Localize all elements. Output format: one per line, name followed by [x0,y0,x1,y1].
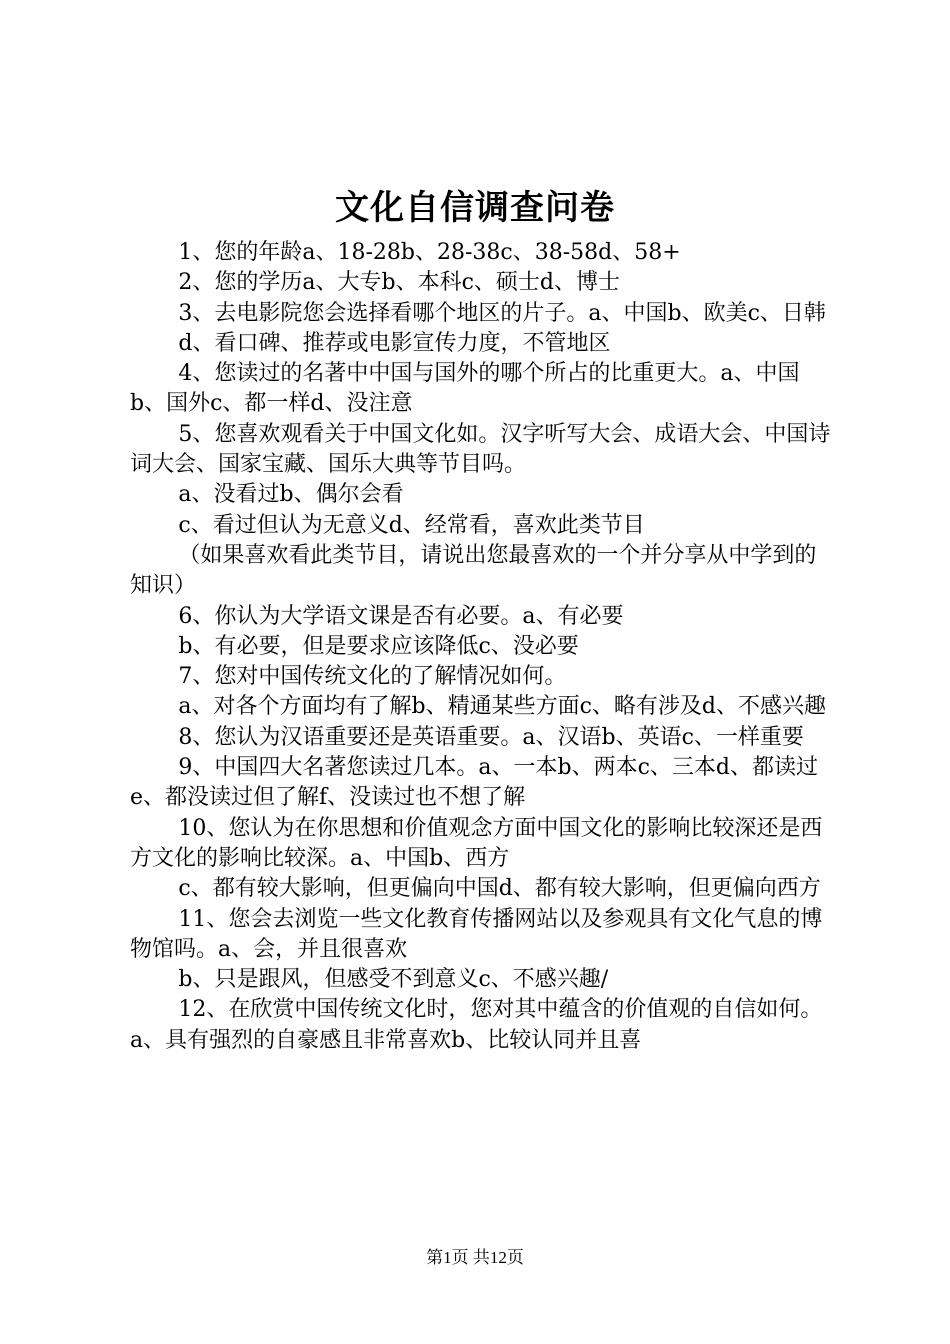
paragraph: 10、您认为在你思想和价值观念方面中国文化的影响比较深还是西方文化的影响比较深。a、中国b、西方 [130,815,823,871]
paragraph: 3、去电影院您会选择看哪个地区的片子。a、中国b、欧美c、日韩 [178,300,826,326]
paragraph: a、对各个方面均有了解b、精通某些方面c、略有涉及d、不感兴趣 [178,694,826,720]
paragraph: 9、中国四大名著您读过几本。a、一本b、两本c、三本d、都读过e、都没读过但了解f、没读过也不想了解 [130,755,818,811]
paragraph: 2、您的学历a、大专b、本科c、硕士d、博士 [178,270,620,296]
paragraph: d、看口碑、推荐或电影宣传力度，不管地区 [178,330,611,356]
paragraph: 4、您读过的名著中中国与国外的哪个所占的比重更大。a、中国b、国外c、都一样d、没注意 [130,361,800,417]
paragraph: 11、您会去浏览一些文化教育传播网站以及参观具有文化气息的博物馆吗。a、会，并且很喜欢 [130,906,823,962]
paragraph: 12、在欣赏中国传统文化时，您对其中蕴含的价值观的自信如何。a、具有强烈的自豪感且非常喜欢b、比较认同并且喜 [130,997,823,1053]
document-body [130,238,835,1056]
paragraph: 6、你认为大学语文课是否有必要。a、有必要 [178,603,624,629]
paragraph: b、有必要，但是要求应该降低c、没必要 [178,633,579,659]
paragraph: c、都有较大影响，但更偏向中国d、都有较大影响，但更偏向西方 [178,876,821,902]
paragraph: a、没看过b、偶尔会看 [178,482,404,508]
paragraph: 1、您的年龄a、18-28b、28-38c、38-58d、58+ [178,240,681,265]
paragraph: b、只是跟风，但感受不到意义c、不感兴趣/ [178,967,609,993]
document-title: 文化自信调查问卷 [335,188,615,228]
paragraph: c、看过但认为无意义d、经常看，喜欢此类节目 [178,512,645,538]
paragraph: 5、您喜欢观看关于中国文化如。汉字听写大会、成语大会、中国诗词大会、国家宝藏、国乐大典等节目吗。 [130,421,831,478]
paragraph: 7、您对中国传统文化的了解情况如何。 [178,664,567,690]
page-footer: 第1页 共12页 [426,1248,524,1267]
paragraph: （如果喜欢看此类节目，请说出您最喜欢的一个并分享从中学到的知识） [130,542,817,599]
paragraph: 8、您认为汉语重要还是英语重要。a、汉语b、英语c、一样重要 [178,724,804,750]
